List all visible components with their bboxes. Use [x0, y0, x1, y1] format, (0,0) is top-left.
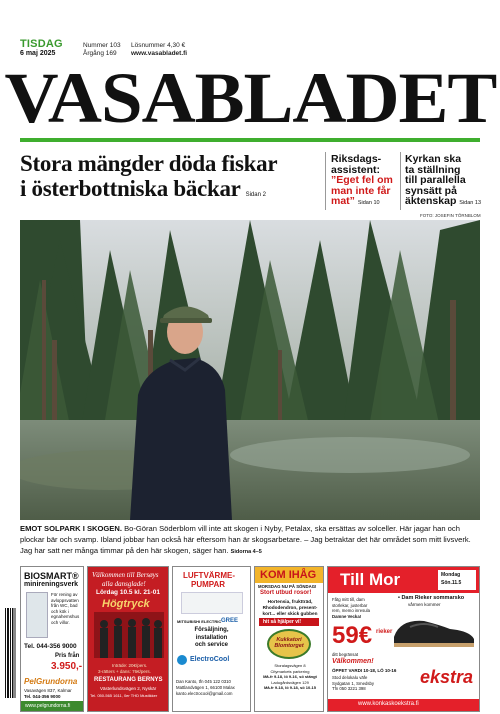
masthead-rule [20, 138, 480, 142]
side2-line1: Kyrkan ska [405, 153, 462, 165]
side1-lead: Riksdags-assistent: [331, 153, 382, 176]
side-story-1[interactable] [331, 154, 399, 209]
side1-quote2: man inte får [331, 184, 391, 197]
ad3-brand1: MITSUBISHI ELECTRIC [177, 619, 222, 624]
ad1-body4: och kök i [51, 608, 69, 614]
ad1-subtitle: minireningsverk [24, 581, 79, 588]
side1-quote3: mat” [331, 195, 355, 207]
barcode-icon [4, 608, 16, 698]
ad1-body5: egnahemshus [51, 614, 80, 619]
main-headline-line2-row [20, 176, 320, 208]
issue-number: Nummer 103 [83, 42, 121, 49]
ad4-hours3: Må-fr 9-18, lö 9-18, sö 10-15 [263, 685, 317, 690]
ad1-addr2: Tel. 044-356 9000 [24, 694, 61, 699]
ad5-offer1: ditt begränsat [332, 652, 359, 657]
ad3-services3: och service [194, 642, 229, 648]
ad4-brand: Kukkatori Blomtorget [274, 637, 304, 649]
ad5-addr2: Sydgatan 1, Smedsby [332, 680, 375, 686]
side2-line2: ta ställning [405, 163, 461, 176]
ad2-info1: Inträde: 20€/pers. [112, 663, 148, 668]
main-headline[interactable] [20, 151, 320, 208]
ad5-left2: storlekar, justerbar [332, 602, 368, 608]
ad3-services1: Försäljning, [194, 627, 229, 633]
side1-quote1: ”Eget fel om [331, 174, 393, 186]
caption-kicker: EMOT SOLPARK I SKOGEN. [20, 524, 122, 533]
ad5-item1: • Dam Rieker sommarsko [398, 595, 465, 601]
ad5-price: 59€ [332, 622, 373, 649]
ad1-body [51, 592, 79, 625]
ad1-product-image [26, 592, 48, 638]
side-story-2[interactable] [405, 154, 485, 209]
issue-number-block [83, 42, 121, 58]
ad3-contact2: Mattlandvägen 1, 66100 Malax [176, 685, 235, 690]
ad1-body3: från WC, bad [51, 603, 78, 608]
shoe-illustration [390, 611, 476, 649]
ad2-addr: Västerlundsvägen 2, Nyskär [100, 686, 157, 691]
photo-caption [20, 523, 480, 558]
single-price: Lösnummer 4,30 € [131, 42, 186, 49]
ad4-line3: Rhododendron, present- [262, 605, 318, 610]
masthead [4, 58, 496, 138]
ad4-subtitle: MORSDAG NU PÅ SÖNDAG! [258, 584, 317, 589]
ad5-addr1: Stod delokalu väfe [332, 675, 368, 680]
ad1-body1: För rening av [51, 592, 78, 597]
masthead-title: VASABLADET [4, 58, 496, 138]
ad3-services [173, 627, 250, 650]
ad4-lines [257, 599, 323, 617]
ad4-title: KOM IHÅG [260, 569, 317, 581]
divider [400, 152, 401, 210]
price-block [131, 42, 187, 58]
issue-date: 6 maj 2025 [20, 50, 56, 57]
front-page-photo [20, 220, 480, 520]
side2-line5-row [405, 196, 485, 209]
side2-line5: äktenskap [405, 195, 457, 207]
ad1-url: www.pelgrundorna.fi [25, 703, 71, 709]
ad1-title: BIOSMART® [24, 571, 79, 581]
ad3-services2: installation [195, 634, 228, 641]
ad3-contact1: Dan Kanto, tfn 045 122 0310 [176, 679, 231, 684]
ad3-contact3: kanto.electrocool@gmail.com [176, 691, 233, 696]
ad-restaurang-bernys[interactable] [87, 566, 169, 712]
ad2-tel: Tel. 050-565 1611, 0er THD Mustikker [90, 693, 158, 698]
ad5-left3: rem, memo inresula [332, 608, 370, 613]
ad4-hours2: Ladugårdsvägen 129 [271, 679, 309, 685]
caption-page-ref: Sidorna 4–5 [230, 549, 262, 555]
ad5-addr [332, 675, 374, 692]
side2-line3: till parallella [405, 174, 466, 186]
ad5-brand-small: rieker [376, 629, 393, 635]
ad1-body6: och villor. [51, 619, 70, 625]
ad5-day: Mondag [441, 572, 461, 578]
ad4-addr2: Citymarkets parkering [270, 668, 310, 674]
ad4-contact [257, 663, 323, 691]
ad3-brand2: GREE [221, 618, 239, 624]
ad5-left [332, 597, 370, 619]
ad4-line4: kort... eller skick gubben [262, 611, 318, 616]
ad-skoekstra[interactable] [327, 566, 480, 712]
ad2-info2: 3-rätters + dans: 76€/pers. [98, 669, 151, 674]
website: www.vasabladet.fi [131, 50, 188, 57]
ad3-title1: LUFTVÄRME- [183, 571, 235, 580]
ad4-line2: Hortensia, fruktträd, [267, 599, 313, 604]
ad2-line2: alla dansglade! [102, 580, 146, 588]
ad4-line5: hit så hjälper vi! [263, 619, 302, 625]
main-headline-line2: i österbottniska bäckar [20, 176, 241, 201]
caption-text: Bo-Göran Söderblom vill inte att skogen i Nyby, Petalax, ska ersättas av solceller. Här jagar han och plockar bär och svamp. Ibland jobbar han också här eftersom han är skogsarbetare. – Jag betraktar det här området som mitt livsverk. Jag har satt ner många timmar på den här skogen, säger han. [20, 524, 471, 555]
ad3-brand3: ElectroCool [190, 656, 230, 663]
main-headline-line1: Stora mängder döda fiskar [20, 151, 278, 176]
ad5-url: www.konkaskoekstra.fi [358, 701, 419, 707]
ad5-item1b: vårmen kommer [408, 602, 441, 607]
ad5-left1: Fåtg mitt till, dam [332, 597, 365, 602]
side1-page-ref: Sidan 10 [357, 200, 380, 206]
ad1-price-label: Pris från [55, 653, 80, 659]
ad1-phone: Tel. 044-356 9000 [24, 643, 77, 650]
band-photo-illustration [94, 612, 164, 658]
photo-credit: FOTO: JOSEFIN TÖRNBLOM [420, 213, 481, 218]
ad2-line1: Välkommen till Bersøys [92, 571, 159, 579]
ad-biosmart[interactable] [20, 566, 84, 712]
ad5-tel: Tfn 050 3221 398 [332, 686, 366, 691]
ad4-addr1: Storalagsvägen 8 [274, 663, 306, 668]
ad1-addr1: Vasavägen 837, Kalmar [24, 688, 72, 693]
main-page-ref: Sidan 2 [245, 192, 266, 198]
ad2-line3: Lördag 10.5 kl. 21-01 [96, 589, 160, 596]
ad-electrocool[interactable] [172, 566, 251, 712]
weekday: TISDAG [20, 38, 63, 50]
ad5-date: Sön.11.5 [441, 580, 462, 586]
ad5-title: Till Mor [340, 570, 401, 589]
electrocool-logo-icon [177, 655, 187, 665]
ad2-band: Högtryck [102, 598, 150, 610]
ad5-hours: ÖPPET VARDI 10-18, LÖ 10-16 [332, 668, 397, 673]
volume: Årgång 169 [83, 50, 117, 57]
ad2-restaurant: RESTAURANG BERNYS [94, 677, 163, 683]
divider [325, 152, 326, 210]
side2-line4: synsätt på [405, 184, 457, 197]
ad3-title2: PUMPAR [191, 580, 226, 589]
ad5-left4: Damne Vecka! [332, 613, 362, 619]
side1-quote3-row [331, 196, 399, 209]
ad5-offer2: Välkommen! [332, 658, 374, 665]
ad1-price: 3.950,- [51, 661, 83, 672]
ad4-line1: Stort utbud rosor! [260, 590, 312, 596]
ad3-contact [176, 679, 235, 697]
ad-blomtorget[interactable] [254, 566, 324, 712]
side2-page-ref: Sidan 13 [459, 200, 482, 206]
ad5-store: ekstra [420, 667, 474, 687]
ad4-hours1: Må-fr 9-18, lö 9-16, sö stängt [263, 674, 317, 679]
heat-pump-image [181, 592, 243, 614]
forest-photo-illustration [20, 220, 480, 520]
ad1-brand: PelGrundorna [24, 677, 78, 686]
ad1-body2: avloppsvatten [51, 597, 79, 603]
